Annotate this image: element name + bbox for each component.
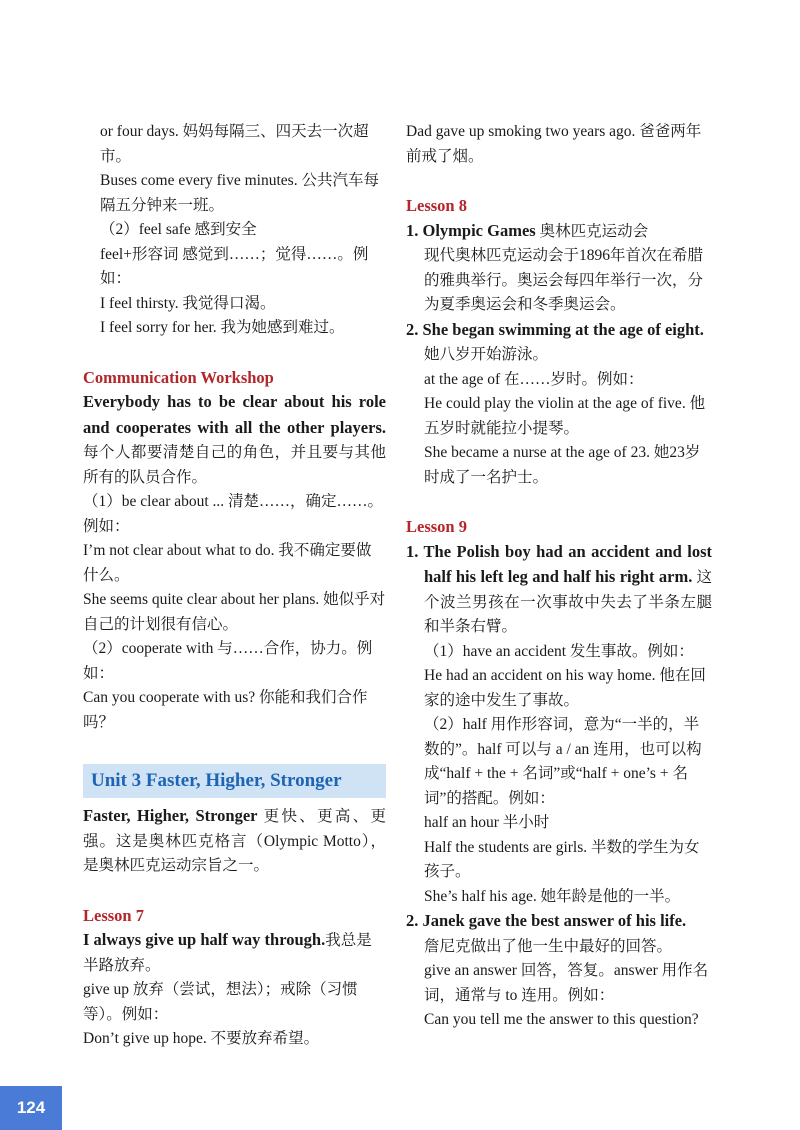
lesson-heading: Lesson 8 <box>406 196 467 215</box>
unit-intro <box>83 804 386 879</box>
paragraph: （2）feel safe 感到安全 <box>100 221 257 238</box>
unit-title: Unit 3 Faster, Higher, Stronger <box>83 764 386 798</box>
numbered-item <box>406 318 712 368</box>
unit-motto-translation: 更快、更高、更强。这是奥林匹克格言（Olympic Motto），是奥林匹克运动宗旨之一。 <box>83 808 386 874</box>
item-english: 1. The Polish boy had an accident and lost half his left leg and half his right arm. <box>406 541 712 586</box>
item-english: 1. Olympic Games <box>406 220 536 240</box>
item-translation: 这个波兰男孩在一次事故中失去了半条左腿和半条右臂。 <box>424 569 712 635</box>
key-sentence <box>83 928 386 978</box>
paragraph: She became a nurse at the age of 23. 她23岁时成了一名护士。 <box>424 444 701 486</box>
item-english: 2. She began swimming at the age of eight. <box>406 319 704 339</box>
unit-motto: Faster, Higher, Stronger <box>83 806 258 825</box>
lesson-heading: Lesson 9 <box>406 517 467 536</box>
paragraph: Can you tell me the answer to this question? <box>424 1011 699 1028</box>
paragraph: （1）be clear about ... 清楚……，确定……。例如： <box>83 493 384 535</box>
item-english: 2. Janek gave the best answer of his life. <box>406 911 687 930</box>
paragraph: feel+形容词 感觉到……；觉得……。例如： <box>100 245 369 287</box>
paragraph: I feel thirsty. 我觉得口渴。 <box>100 294 276 312</box>
section-heading-communication-workshop: Communication Workshop <box>83 367 274 387</box>
paragraph: （1）have an accident 发生事故。例如： <box>424 642 694 660</box>
paragraph: half an hour 半小时 <box>424 814 550 831</box>
paragraph: He could play the violin at the age of five. 他五岁时就能拉小提琴。 <box>424 395 706 437</box>
right-column <box>406 120 712 1033</box>
paragraph: give up 放弃（尝试，想法）；戒除（习惯等）。例如： <box>83 981 358 1023</box>
paragraph: Buses come every five minutes. 公共汽车每隔五分钟来一班。 <box>100 172 379 214</box>
key-sentence-translation: 每个人都要清楚自己的角色，并且要与其他所有的队员合作。 <box>83 444 386 486</box>
key-sentence <box>83 390 386 490</box>
paragraph: 现代奥林匹克运动会于1896年首次在希腊的雅典举行。奥运会每四年举行一次，分为夏季奥运会和冬季奥运会。 <box>424 247 704 313</box>
numbered-item <box>406 540 712 640</box>
paragraph: at the age of 在……岁时。例如： <box>424 370 644 388</box>
item-translation: 詹尼克做出了他一生中最好的回答。 <box>424 937 673 955</box>
paragraph: （2）half 用作形容词，意为“一半的，半数的”。half 可以与 a / an 连用，也可以构成“half + the + 名词”或“half + one’s + 名词”的搭配。例如： <box>424 716 702 807</box>
paragraph: （2）cooperate with 与……合作，协力。例如： <box>83 640 373 682</box>
paragraph: He had an accident on his way home. 他在回家的途中发生了事故。 <box>424 667 706 709</box>
paragraph: Don’t give up hope. 不要放弃希望。 <box>83 1030 320 1047</box>
paragraph: She’s half his age. 她年龄是他的一半。 <box>424 887 681 905</box>
paragraph: Can you cooperate with us? 你能和我们合作吗？ <box>83 689 368 731</box>
paragraph: I feel sorry for her. 我为她感到难过。 <box>100 319 345 336</box>
key-sentence-translation: 我总是半路放弃。 <box>83 932 372 974</box>
left-column <box>83 120 386 1052</box>
paragraph: She seems quite clear about her plans. 她似乎对自己的计划很有信心。 <box>83 591 386 633</box>
numbered-item <box>406 219 712 245</box>
paragraph: Half the students are girls. 半数的学生为女孩子。 <box>424 838 700 880</box>
key-sentence-english: Everybody has to be clear about his role and cooperates with all the other players. <box>83 392 386 437</box>
lesson-heading: Lesson 7 <box>83 905 144 925</box>
paragraph: Dad gave up smoking two years ago. 爸爸两年前戒了烟。 <box>406 123 702 165</box>
page-number: 124 <box>0 1086 62 1130</box>
paragraph: I’m not clear about what to do. 我不确定要做什么。 <box>83 542 372 584</box>
paragraph: give an answer 回答，答复。answer 用作名词，通常与 to 连用。例如： <box>424 962 709 1004</box>
item-translation: 奥林匹克运动会 <box>535 222 649 240</box>
paragraph: or four days. 妈妈每隔三、四天去一次超市。 <box>100 123 369 165</box>
numbered-item <box>406 909 712 935</box>
key-sentence-english: I always give up half way through. <box>83 930 326 949</box>
item-translation: 她八岁开始游泳。 <box>424 346 549 363</box>
